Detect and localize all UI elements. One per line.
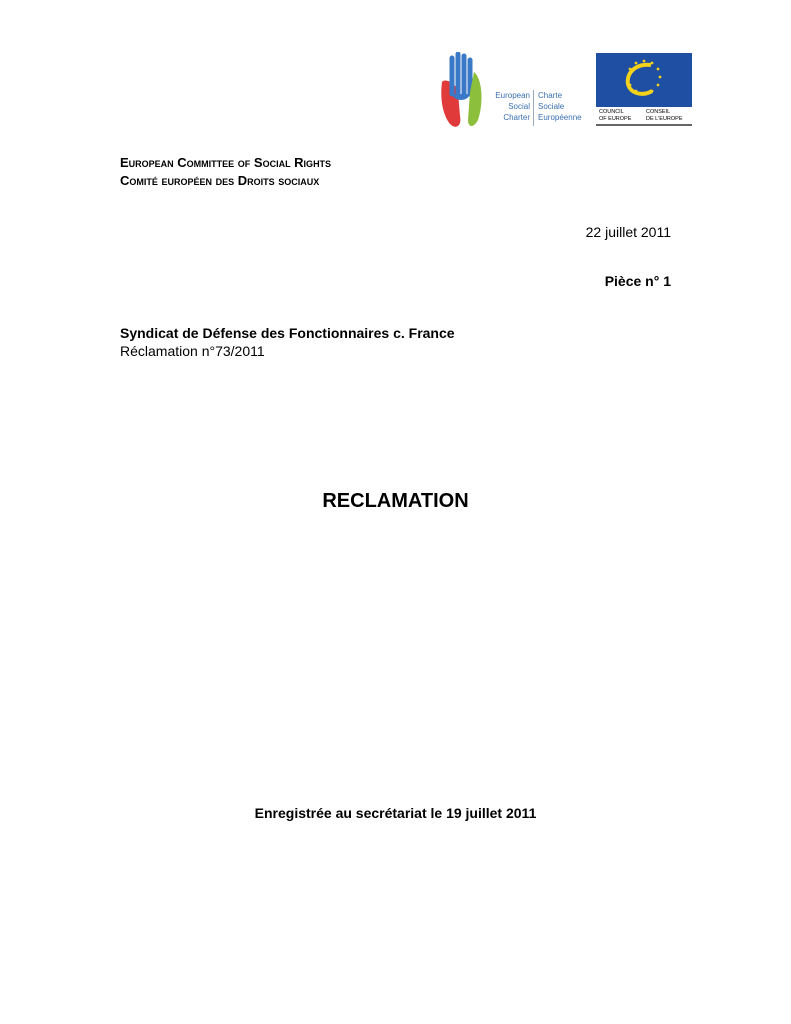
- registration-note: Enregistrée au secrétariat le 19 juillet 2011: [254, 805, 537, 821]
- piece-number: Pièce n° 1: [604, 273, 671, 289]
- european-social-charter-logo: [438, 52, 588, 132]
- charter-name-fr: Charte Sociale Européenne: [538, 91, 582, 122]
- document-date: 22 juillet 2011: [585, 224, 671, 240]
- council-of-europe-flag-icon: [596, 53, 692, 107]
- logo-divider: [533, 90, 534, 126]
- document-title: RECLAMATION: [322, 490, 469, 512]
- committee-name-en: European Committee of Social Rights: [120, 155, 332, 170]
- charter-name-en: European Social Charter: [495, 91, 530, 122]
- council-of-europe-logo: COUNCIL OF EUROPE CONSEIL DE L'EUROPE: [596, 53, 692, 128]
- case-parties: [120, 324, 455, 360]
- case-title: Syndicat de Défense des Fonctionnaires c. France: [120, 325, 455, 341]
- logo-underline: [596, 124, 692, 126]
- committee-name-fr: Comité européen des Droits sociaux: [120, 173, 320, 188]
- hands-logo-icon: [438, 52, 488, 132]
- case-reference: Réclamation n°73/2011: [120, 343, 265, 359]
- committee-heading: [120, 154, 331, 190]
